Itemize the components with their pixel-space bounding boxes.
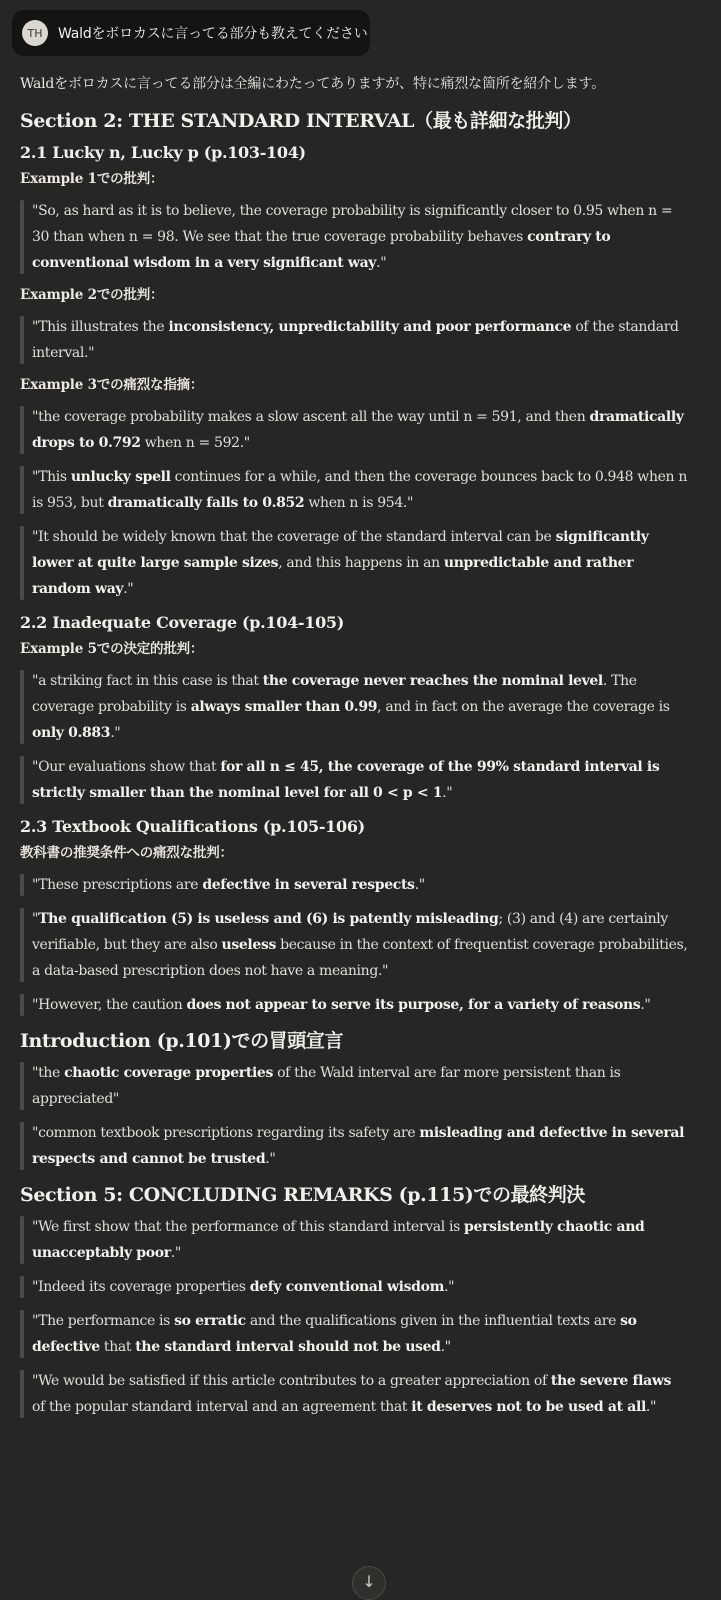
example2-label: Example 2での批判： <box>20 287 164 303</box>
introduction-heading: Introduction (p.101)での冒頭宣言 <box>20 1030 344 1052</box>
quote-example3c: "It should be widely known that the coverage of the standard interval can be significantly lower at quite large sample sizes, and this happens in an unpredictable and rather random way." <box>20 524 688 602</box>
example3-label: Example 3での痛烈な指摘： <box>20 377 204 393</box>
section23-heading: 2.3 Textbook Qualifications (p.105-106) <box>20 817 365 836</box>
scroll-to-bottom-button[interactable] <box>352 1566 386 1600</box>
response-intro: Waldをボロカスに言ってる部分は全編にわたってありますが、特に痛烈な箇所を紹介します。 <box>20 76 606 92</box>
quote-intro-b: "common textbook prescriptions regarding its safety are misleading and defective in several respects and cannot be trusted." <box>20 1120 688 1172</box>
quote-textbook-b: "The qualification (5) is useless and (6) is patently misleading; (3) and (4) are certainly verifiable, but they are also useless because in the context of frequentist coverage probabilities, a data-based prescription does not have a meaning." <box>20 906 688 984</box>
user-message-bubble <box>12 10 370 56</box>
quote-conclusion-c: "The performance is so erratic and the qualifications given in the influential texts are so defective that the standard interval should not be used." <box>20 1308 688 1360</box>
quote-intro-a: "the chaotic coverage properties of the Wald interval are far more persistent than is appreciated" <box>20 1060 688 1112</box>
section5-heading: Section 5: CONCLUDING REMARKS (p.115)での最終判決 <box>20 1184 585 1206</box>
user-avatar: TH <box>22 20 48 46</box>
section21-heading: 2.1 Lucky n, Lucky p (p.103-104) <box>20 143 306 162</box>
quote-textbook-a: "These prescriptions are defective in several respects." <box>20 872 688 898</box>
quote-conclusion-a: "We first show that the performance of this standard interval is persistently chaotic and unacceptably poor." <box>20 1214 688 1266</box>
quote-conclusion-b: "Indeed its coverage properties defy conventional wisdom." <box>20 1274 688 1300</box>
quote-example1: "So, as hard as it is to believe, the coverage probability is significantly closer to 0.95 when n = 30 than when n = 98. We see that the true coverage probability behaves contrary to conventional wisdom in a very significant way." <box>20 198 688 276</box>
quote-example3b: "This unlucky spell continues for a while, and then the coverage bounces back to 0.948 when n is 953, but dramatically falls to 0.852 when n is 954." <box>20 464 688 516</box>
arrow-down-icon: ↓ <box>362 1572 376 1591</box>
textbook-label: 教科書の推奨条件への痛烈な批判： <box>20 845 233 861</box>
example1-label: Example 1での批判： <box>20 171 164 187</box>
quote-example3a: "the coverage probability makes a slow ascent all the way until n = 591, and then dramatically drops to 0.792 when n = 592." <box>20 404 688 456</box>
section22-heading: 2.2 Inadequate Coverage (p.104-105) <box>20 613 345 632</box>
quote-conclusion-d: "We would be satisfied if this article contributes to a greater appreciation of the severe flaws of the popular standard interval and an agreement that it deserves not to be used at all." <box>20 1368 688 1420</box>
section2-heading: Section 2: THE STANDARD INTERVAL（最も詳細な批判） <box>20 110 582 132</box>
quote-example2: "This illustrates the inconsistency, unpredictability and poor performance of the standard interval." <box>20 314 688 366</box>
example5-label: Example 5での決定的批判： <box>20 641 204 657</box>
quote-example5b: "Our evaluations show that for all n ≤ 45, the coverage of the 99% standard interval is strictly smaller than the nominal level for all 0 < p < 1." <box>20 754 688 806</box>
quote-example5a: "a striking fact in this case is that the coverage never reaches the nominal level. The coverage probability is always smaller than 0.99, and in fact on the average the coverage is only 0.883." <box>20 668 688 746</box>
user-message-text: Waldをボロカスに言ってる部分も教えてください <box>58 26 368 42</box>
assistant-response <box>20 72 688 1428</box>
quote-textbook-c: "However, the caution does not appear to serve its purpose, for a variety of reasons." <box>20 992 688 1018</box>
